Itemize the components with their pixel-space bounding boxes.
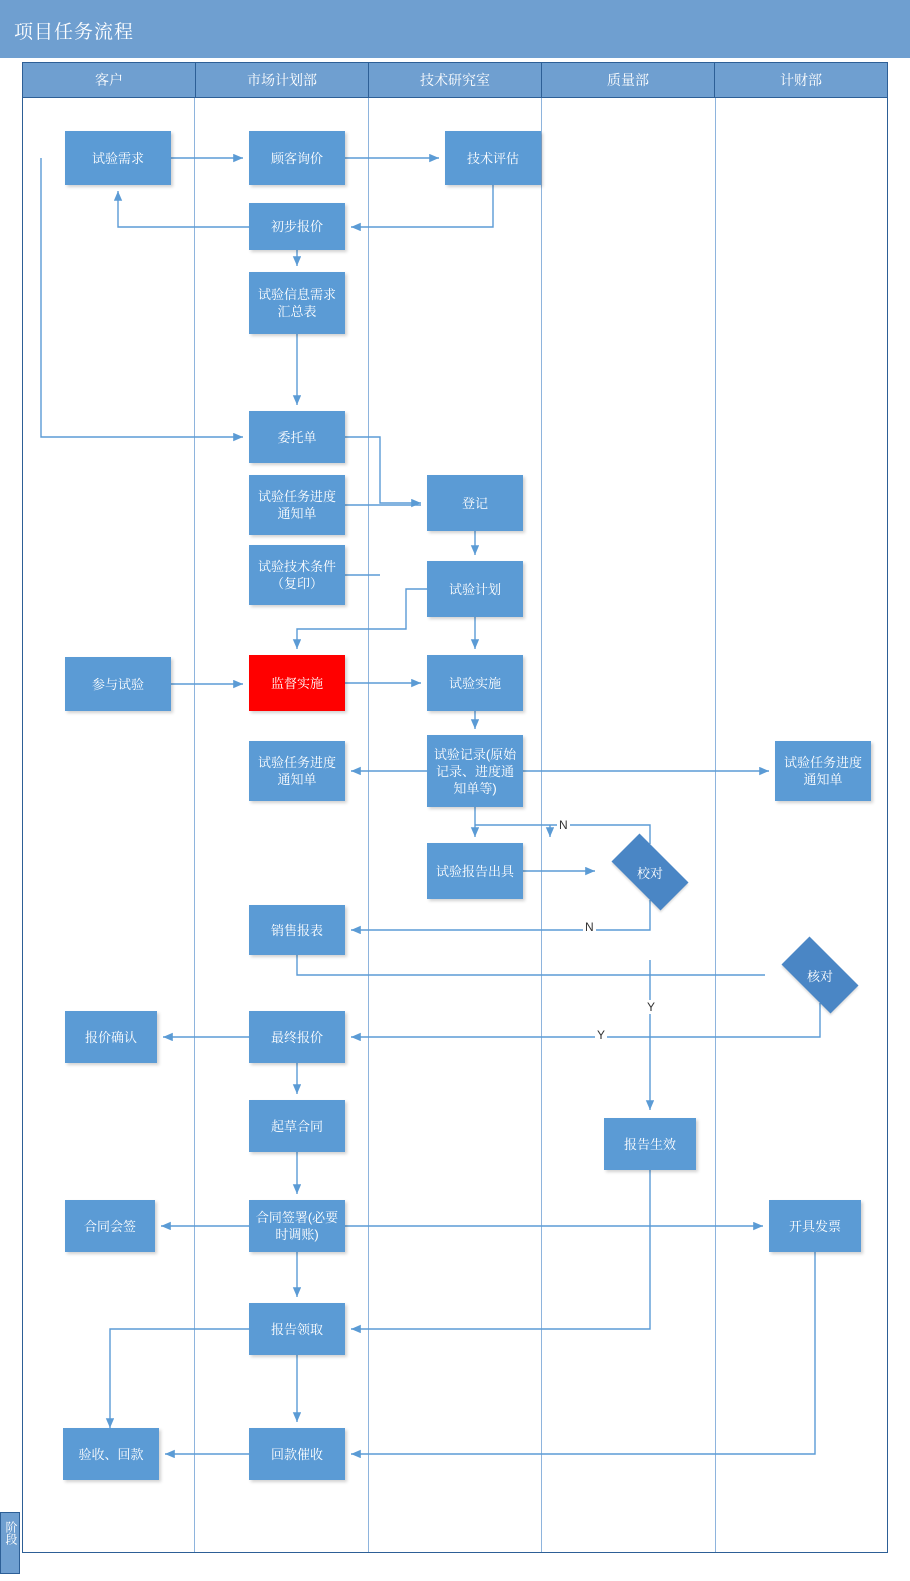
node-label: 顾客询价 (270, 150, 323, 166)
node-test-plan[interactable] (427, 561, 523, 617)
node-label: 试验任务进度通知单 (783, 755, 862, 787)
lane-header-tech-lab: 技术研究室 (369, 62, 542, 98)
page-title: 项目任务流程 (14, 22, 135, 43)
lane-header-market-plan: 市场计划部 (196, 62, 369, 98)
node-label: 合同签署(必要时调账) (255, 1210, 339, 1242)
node-label: 试验技术条件（复印） (257, 559, 336, 591)
node-label: 开具发票 (788, 1218, 841, 1234)
node-task-progress-notice-finance[interactable] (775, 741, 871, 801)
node-label: 试验实施 (448, 675, 501, 691)
decision-proofread[interactable] (601, 844, 699, 900)
node-label: 试验任务进度通知单 (257, 755, 336, 787)
node-label: 试验需求 (91, 150, 144, 166)
node-label: 技术评估 (466, 150, 519, 166)
node-payment-collection[interactable] (249, 1428, 345, 1480)
phase-tab-label: 阶段 (4, 1521, 18, 1545)
node-label: 回款催收 (270, 1446, 323, 1462)
diagram-title-bar (0, 0, 910, 58)
node-label: 参与试验 (91, 676, 144, 692)
node-label: 试验报告出具 (435, 863, 514, 879)
node-report-collection[interactable] (249, 1303, 345, 1355)
node-label: 报告生效 (623, 1136, 676, 1152)
node-supervise-implementation[interactable] (249, 655, 345, 711)
node-quote-confirmation[interactable] (65, 1011, 157, 1063)
node-acceptance-payment[interactable] (63, 1428, 159, 1480)
node-label: 销售报表 (270, 922, 323, 938)
node-test-requirement[interactable] (65, 131, 171, 185)
node-label: 报价确认 (84, 1029, 137, 1045)
decision-label: 校对 (636, 865, 663, 881)
decision-verify[interactable] (771, 947, 869, 1003)
node-tech-conditions-copy[interactable] (249, 545, 345, 605)
lane-header-customer: 客户 (22, 62, 196, 98)
node-label: 委托单 (277, 429, 317, 445)
node-label: 试验计划 (448, 581, 501, 597)
lane-columns (22, 98, 888, 1553)
node-label: 试验信息需求汇总表 (257, 287, 336, 319)
node-contract-signing[interactable] (249, 1200, 345, 1252)
node-customer-inquiry[interactable] (249, 131, 345, 185)
decision-label: 核对 (806, 968, 833, 984)
node-final-quote[interactable] (249, 1011, 345, 1063)
lane-header-quality: 质量部 (542, 62, 715, 98)
node-commission-order[interactable] (249, 411, 345, 463)
lane-header-finance: 计财部 (715, 62, 888, 98)
node-test-records[interactable] (427, 735, 523, 807)
node-test-report-issue[interactable] (427, 843, 523, 899)
edge-label-n-1: N (559, 818, 568, 832)
node-contract-countersign[interactable] (65, 1200, 155, 1252)
node-task-progress-notice-market[interactable] (249, 475, 345, 535)
node-label: 试验记录(原始记录、进度通知单等) (433, 746, 517, 796)
node-sales-report[interactable] (249, 905, 345, 955)
node-label: 登记 (461, 495, 488, 511)
edge-label-y-1: Y (647, 1000, 656, 1014)
node-participate-test[interactable] (65, 657, 171, 711)
node-label: 监督实施 (270, 675, 323, 691)
edge-label-n-2: N (585, 920, 594, 934)
lane-column-customer (22, 98, 195, 1553)
lane-header-row (22, 62, 888, 98)
node-label: 初步报价 (270, 219, 323, 234)
node-draft-contract[interactable] (249, 1100, 345, 1152)
node-label: 试验任务进度通知单 (257, 489, 336, 521)
lane-column-tech-lab (369, 98, 542, 1553)
node-issue-invoice[interactable] (769, 1200, 861, 1252)
node-test-implementation[interactable] (427, 655, 523, 711)
node-technical-assessment[interactable] (445, 131, 541, 185)
node-label: 合同会签 (83, 1218, 136, 1234)
node-report-effective[interactable] (604, 1118, 696, 1170)
node-test-info-summary[interactable] (249, 272, 345, 334)
node-task-progress-notice-market-2[interactable] (249, 741, 345, 801)
edge-label-y-2: Y (597, 1028, 606, 1042)
node-registration[interactable] (427, 475, 523, 531)
node-label: 验收、回款 (78, 1446, 144, 1462)
phase-tab (0, 1512, 20, 1574)
node-label: 起草合同 (270, 1118, 323, 1134)
lane-column-finance (716, 98, 888, 1553)
node-label: 报告领取 (270, 1321, 323, 1337)
node-label: 最终报价 (270, 1029, 323, 1045)
node-preliminary-quote[interactable] (249, 203, 345, 250)
